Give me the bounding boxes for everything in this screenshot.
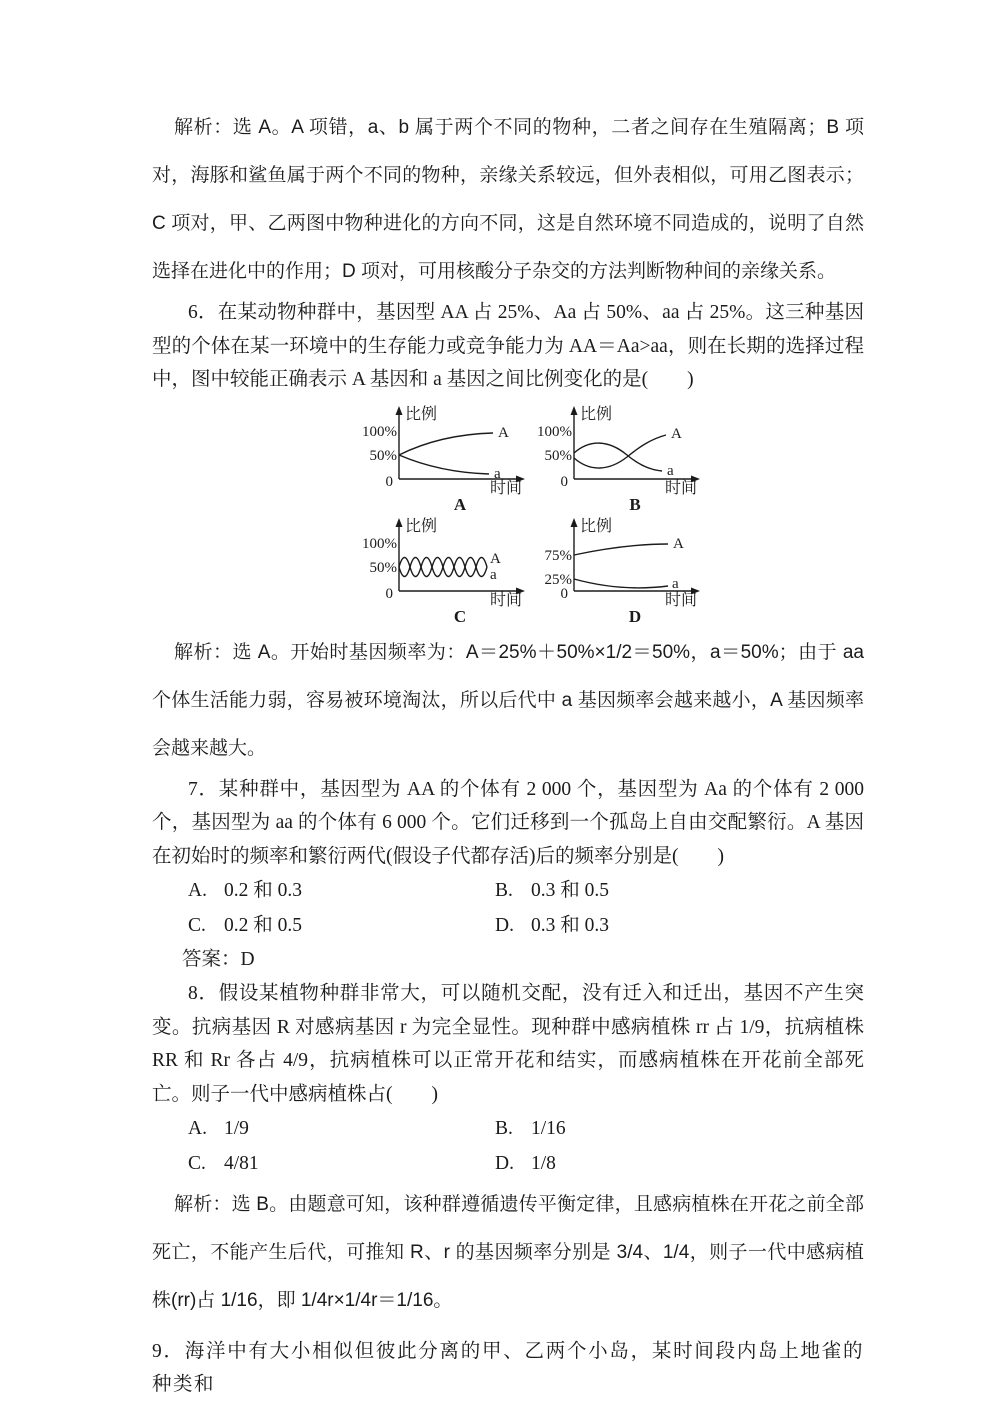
y-axis-label: 比例 (405, 517, 438, 535)
curve-A (574, 544, 668, 555)
origin-label: 0 (385, 473, 393, 490)
question-7-text: 7．某种群中，基因型为 AA 的个体有 2 000 个，基因型为 Aa 的个体有 2 000 个，基因型为 aa 的个体有 6 000 个。它们迁移到一个孤岛上自由交配繁衍。A 基因在初始时的频率和繁衍两代(假设子代都存活)后的频率分别是( ) (152, 778, 864, 867)
origin-label: 0 (560, 473, 568, 490)
curve-a (399, 455, 489, 474)
option-value: 0.3 和 0.3 (531, 915, 610, 936)
y-axis-arrow-icon (396, 406, 403, 415)
x-axis-label: 时间 (664, 591, 698, 607)
graph-B-caption: B (629, 494, 641, 514)
curve-a (574, 579, 668, 588)
option-value: 1/8 (531, 1153, 556, 1174)
ytick-100: 100% (362, 535, 397, 552)
option-8-B (495, 1111, 864, 1146)
curve-a-label: a (490, 566, 497, 583)
y-axis-label: 比例 (580, 517, 613, 535)
graph-A (357, 403, 527, 515)
curve-A-label: A (673, 535, 684, 552)
ytick-50: 50% (369, 559, 397, 576)
y-axis-label: 比例 (580, 405, 613, 423)
curve-a-label: a (667, 462, 674, 479)
answer-q7: 答案：D (182, 949, 255, 970)
option-label: C. (188, 915, 206, 936)
option-label: D. (495, 915, 514, 936)
question-8-text: 8．假设某植物种群非常大，可以随机交配，没有迁入和迁出，基因不产生突变。抗病基因 R 对感病基因 r 为完全显性。现种群中感病植株 rr 占 1/9，抗病植株 RR 和 Rr 各占 4/9，抗病植株可以正常开花和结实，而感病植株在开花前全部死亡。则子一代中感病植株占( ) (152, 983, 864, 1105)
graph-C-plot (357, 515, 527, 607)
analysis-q6-paragraph: 解析：选 A。开始时基因频率为：A＝25%＋50%×1/2＝50%，a＝50%；由于 aa 个体生活能力弱，容易被环境淘汰，所以后代中 a 基因频率会越来越小，A 基因频率会越来越大。 (152, 641, 864, 759)
ytick-100: 100% (537, 423, 572, 440)
graph-D-plot (532, 515, 702, 607)
graph-B (532, 403, 702, 515)
graph-D-caption: D (628, 606, 642, 626)
analysis-q5-paragraph: 解析：选 A。A 项错，a、b 属于两个不同的物种，二者之间存在生殖隔离；B 项对，海豚和鲨鱼属于两个不同的物种，亲缘关系较远，但外表相似，可用乙图表示；C 项对，甲、乙两图中物种进化的方向不同，这是自然环境不同造成的，说明了自然选择在进化中的作用；D 项对，可用核酸分子杂交的方法判断物种间的亲缘关系。 (152, 117, 864, 282)
ytick-75: 75% (544, 547, 572, 564)
option-value: 0.2 和 0.3 (224, 880, 303, 901)
option-8-D (495, 1146, 864, 1181)
analysis-q8-paragraph: 解析：选 B。由题意可知，该种群遵循遗传平衡定律，且感病植株在开花之前全部死亡，不能产生后代，可推知 R、r 的基因频率分别是 3/4、1/4，则子一代中感病植株(rr)占 1/16，即 1/4r×1/4r＝1/16。 (152, 1194, 864, 1311)
graph-D (532, 515, 702, 627)
option-8-A (188, 1111, 495, 1146)
option-value: 1/16 (531, 1118, 566, 1139)
option-value: 0.2 和 0.5 (224, 915, 303, 936)
curve-A (574, 435, 666, 468)
option-label: B. (495, 1118, 513, 1139)
curve-a-label: a (494, 465, 501, 482)
option-label: A. (188, 880, 207, 901)
curve-A (399, 433, 493, 455)
option-7-B (495, 873, 864, 908)
graph-C-caption: C (453, 606, 467, 626)
option-value: 4/81 (224, 1153, 259, 1174)
graph-A-caption: A (453, 494, 467, 514)
x-axis-label: 时间 (664, 479, 698, 495)
question-8-options (188, 1111, 864, 1181)
question-6-graphs (357, 403, 702, 627)
ytick-25: 25% (544, 571, 572, 588)
x-axis-label: 时间 (489, 479, 523, 495)
option-7-A (188, 873, 495, 908)
x-axis-label: 时间 (489, 591, 523, 607)
option-7-D (495, 908, 864, 943)
y-axis-label: 比例 (405, 405, 438, 423)
curve-a-label: a (672, 575, 679, 592)
curve-A-label: A (490, 550, 501, 567)
question-9-text: 9．海洋中有大小相似但彼此分离的甲、乙两个小岛，某时间段内岛上地雀的种类和 (152, 1341, 864, 1395)
question-6-text: 6．在某动物种群中，基因型 AA 占 25%、Aa 占 50%、aa 占 25%。这三种基因型的个体在某一环境中的生存能力或竞争能力为 AA＝Aa>aa，则在长期的选择过程中，图中较能正确表示 A 基因和 a 基因之间比例变化的是( ) (152, 302, 864, 390)
ytick-50: 50% (544, 447, 572, 464)
graph-C (357, 515, 527, 627)
question-7-options (188, 873, 864, 943)
y-axis-arrow-icon (396, 518, 403, 527)
option-8-C (188, 1146, 495, 1181)
option-label: B. (495, 880, 513, 901)
origin-label: 0 (385, 585, 393, 602)
option-label: C. (188, 1153, 206, 1174)
option-label: D. (495, 1153, 514, 1174)
y-axis-arrow-icon (571, 406, 578, 415)
graph-A-plot (357, 403, 527, 495)
option-value: 1/9 (224, 1118, 249, 1139)
option-label: A. (188, 1118, 207, 1139)
ytick-50: 50% (369, 447, 397, 464)
curve-a (574, 443, 662, 471)
origin-label: 0 (560, 585, 568, 602)
curve-A-label: A (671, 425, 682, 442)
option-7-C (188, 908, 495, 943)
graph-B-plot (532, 403, 702, 495)
y-axis-arrow-icon (571, 518, 578, 527)
ytick-100: 100% (362, 423, 397, 440)
curve-A-label: A (498, 424, 509, 441)
option-value: 0.3 和 0.5 (531, 880, 610, 901)
